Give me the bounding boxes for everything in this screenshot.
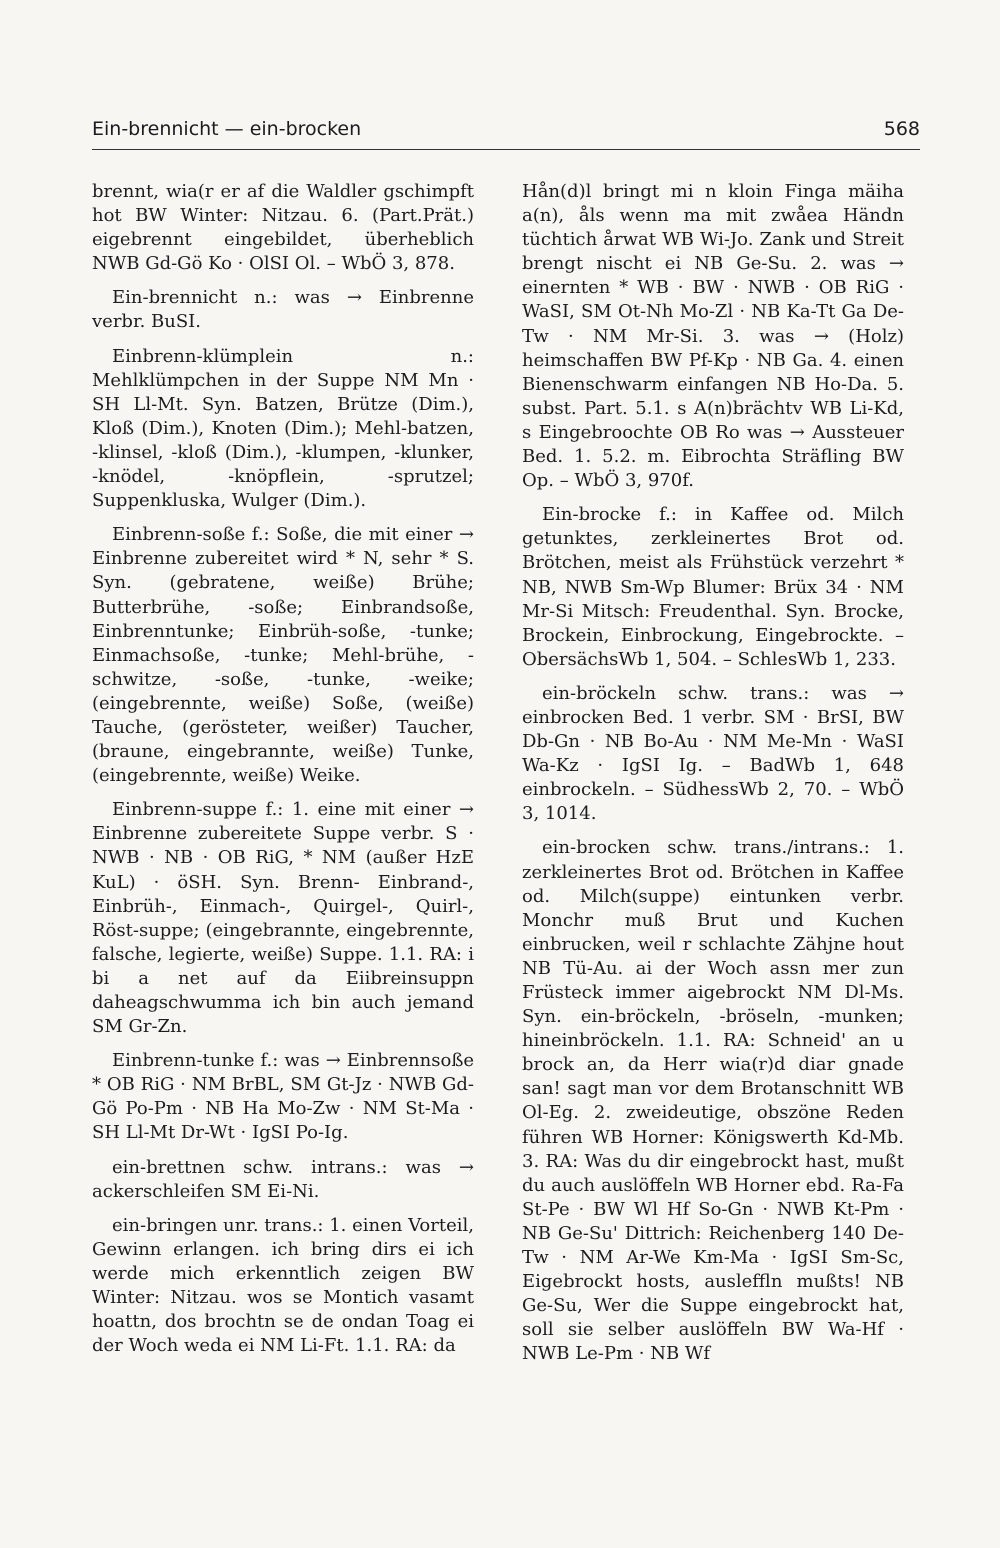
running-title: Ein-brennicht — ein-brocken xyxy=(92,118,362,140)
entry-einbrenn-sosse: Einbrenn-soße f.: Soße, die mit einer → Einbrenne zubereitet wird * N, sehr * S. Syn. (gebratene, weiße) Brühe; Butterbrühe, -soße; Einbrandsoße, Einbrenntunke; Einbrüh-soße, -tunke; Einmachsoße, -tunke; Mehl-brühe, -schwitze, -soße, -tunke, -weike; (eingebrennte, weiße) Soße, (weiße) Tauche, (gerösteter, weißer) Taucher, (braune, eingebrannte, weiße) Tunke, (eingebrennte, weiße) Weike. xyxy=(92,524,474,787)
entry-ein-brocke: Ein-brocke f.: in Kaffee od. Milch getunktes, zerkleinertes Brot od. Brötchen, meist als Frühstück verzehrt * NB, NWB Sm-Wp Blumer: Brüx 34 · NM Mr-Si Mitsch: Freudenthal. Syn. Brocke, Brockein, Einbrockung, Eingebrockte. – ObersächsWb 1, 504. – SchlesWb 1, 233. xyxy=(522,504,904,670)
entry-ein-bringen: ein-bringen unr. trans.: 1. einen Vorteil, Gewinn erlangen. ich bring dirs ei ich werde mich erkenntlich zeigen BW Winter: Nitzau. wos se Montich vasamt hoattn, dos brochtn se de ondan Toag ei der Woch weda ei NM Li-Ft. 1.1. RA: da xyxy=(92,1214,474,1357)
entry-einbrenn-kluemplein: Einbrenn-klümplein n.: Mehlklümpchen in der Suppe NM Mn · SH Ll-Mt. Syn. Batzen, Brütze (Dim.), Kloß (Dim.), Knoten (Dim.); Mehl-batzen, -klinsel, -kloß (Dim.), -klumpen, -klunker, -knödel, -knöpflein, -sprutzel; Suppenkluska, Wulger (Dim.). xyxy=(92,345,474,512)
entry-ein-brocken: ein-brocken schw. trans./intrans.: 1. zerkleinertes Brot od. Brötchen in Kaffee od. Milch(suppe) eintunken verbr. Monchr muß Brut und Kuchen einbrucken, weil r schlachte Zähjne hout NB Tü-Au. ai der Woch assn mer zun Früsteck immer aigebrockt NM Dl-Ms. Syn. ein-bröckeln, -bröseln, -munken; hineinbröckeln. 1.1. RA: Schneid' an u brock an, da Herr wia(r)d diar gnade san! sagt man vor dem Brotanschnitt WB Ol-Eg. 2. zweideutige, obszöne Reden führen WB Horner: Königswerth Kd-Mb. 3. RA: Was du dir eingebrockt hast, mußt du auch auslöffeln WB Horner ebd. Ra-Fa St-Pe · BW Wl Hf So-Gn · NWB Kt-Pm · NB Ge-Su' Dittrich: Reichenberg 140 De-Tw · NM Ar-We Km-Ma · IgSI Sm-Sc, Eigebrockt hosts, ausleffln mußts! NB Ge-Su, Wer die Suppe eingebrockt hat, soll sie selber auslöffeln BW Wa-Hf · NWB Le-Pm · NB Wf xyxy=(522,837,904,1365)
entry-continuation: Hån(d)l bringt mi n kloin Finga mäiha a(n), åls wenn ma mit zwåea Händn tüchtich årwat WB Wi-Jo. Zank und Streit brengt nischt ei NB Ge-Su. 2. was → einernten * WB · BW · NWB · OB RiG · WaSI, SM Ot-Nh Mo-Zl · NB Ka-Tt Ga De-Tw · NM Mr-Si. 3. was → (Holz) heimschaffen BW Pf-Kp · NB Ga. 4. einen Bienenschwarm einfangen NB Ho-Da. 5. subst. Part. 5.1. s A(n)brächtv WB Li-Kd, s Eingebroochte OB Ro was → Aussteuer Bed. 1. 5.2. m. Eibrochta Sträfling BW Op. – WbÖ 3, 970f. xyxy=(522,181,904,492)
entry-ein-brennicht: Ein-brennicht n.: was → Einbrenne verbr. BuSI. xyxy=(92,287,474,333)
entry-ein-brettnen: ein-brettnen schw. intrans.: was → ackerschleifen SM Ei-Ni. xyxy=(92,1156,474,1202)
page-number: 568 xyxy=(883,118,920,140)
entry-continuation: brennt, wia(r er af die Waldler gschimpft hot BW Winter: Nitzau. 6. (Part.Prät.) eigebrennt eingebildet, überheblich NWB Gd-Gö Ko · OlSI Ol. – WbÖ 3, 878. xyxy=(92,181,474,275)
entry-ein-broeckeln: ein-bröckeln schw. trans.: was → einbrocken Bed. 1 verbr. SM · BrSI, BW Db-Gn · NB Bo-Au · NM Me-Mn · WaSI Wa-Kz · IgSI Ig. – BadWb 1, 648 einbrockeln. – SüdhessWb 2, 70. – WbÖ 3, 1014. xyxy=(522,682,904,825)
left-column xyxy=(92,180,474,1358)
right-column xyxy=(522,180,904,1367)
header-rule xyxy=(92,149,920,150)
entry-einbrenn-suppe: Einbrenn-suppe f.: 1. eine mit einer → Einbrenne zubereitete Suppe verbr. S · NWB · NB · OB RiG, * NM (außer HzE KuL) · öSH. Syn. Brenn- Einbrand-, Einbrüh-, Einmach-, Quirgel-, Quirl-, Röst-suppe; (eingebrannte, eingebrennte, falsche, legierte, weiße) Suppe. 1.1. RA: i bi a net auf da Eiibreinsuppn daheagschwumma ich bin auch jemand SM Gr-Zn. xyxy=(92,799,474,1038)
entry-einbrenn-tunke: Einbrenn-tunke f.: was → Einbrennsoße * OB RiG · NM BrBL, SM Gt-Jz · NWB Gd-Gö Po-Pm · NB Ha Mo-Zw · NM St-Ma · SH Ll-Mt Dr-Wt · IgSI Po-Ig. xyxy=(92,1050,474,1144)
running-header xyxy=(92,118,920,140)
